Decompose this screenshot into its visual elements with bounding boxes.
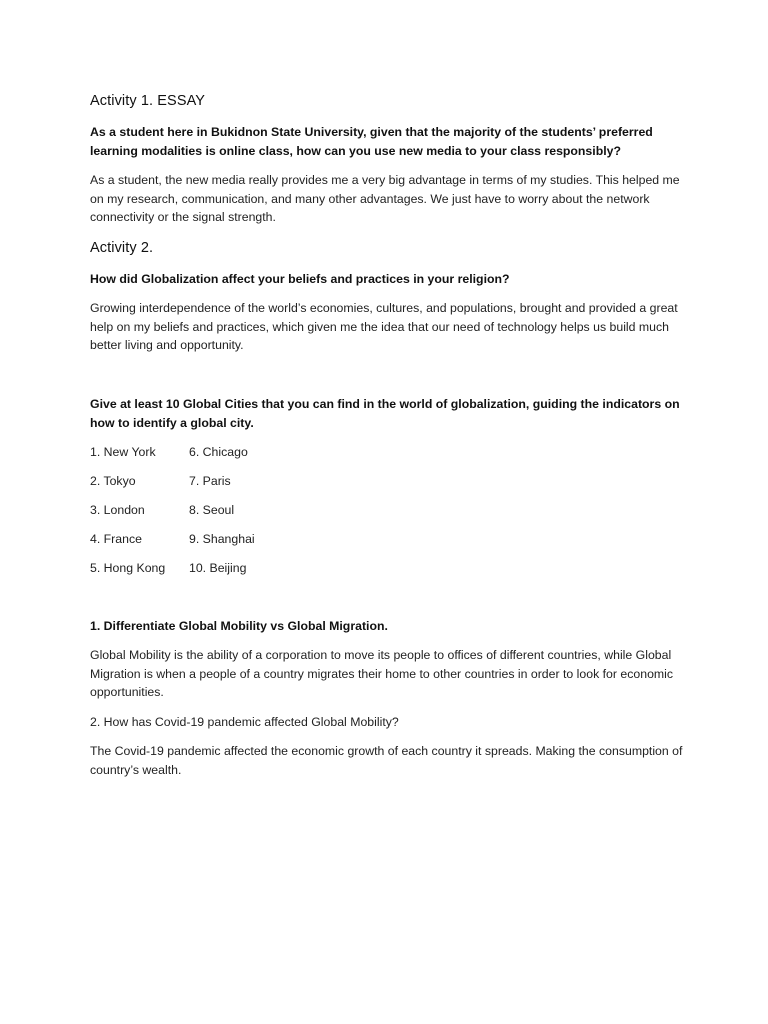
city-list-item: 5. Hong Kong bbox=[90, 561, 166, 575]
city-list-item: 7. Paris bbox=[189, 474, 231, 488]
city-list-item: 3. London bbox=[90, 503, 145, 517]
activity2-question: How did Globalization affect your beliefs and practices in your religion? bbox=[90, 272, 510, 286]
global-cities-question: Give at least 10 Global Cities that you can find in the world of globalization, guiding the indicators on how to identify a global city. bbox=[90, 397, 680, 430]
city-list-item: 8. Seoul bbox=[189, 503, 235, 517]
activity1-question: As a student here in Bukidnon State University, given that the majority of the students’ preferred learning modalities is online class, how can you use new media to your class responsibly? bbox=[90, 125, 653, 158]
mobility-answer-2: The Covid-19 pandemic affected the economic growth of each country it spreads. Making the consumption of country’s wealth. bbox=[90, 744, 683, 777]
activity2-heading: Activity 2. bbox=[90, 240, 154, 256]
city-list-item: 9. Shanghai bbox=[189, 532, 255, 546]
mobility-question-2: 2. How has Covid-19 pandemic affected Global Mobility? bbox=[90, 715, 399, 729]
activity1-heading: Activity 1. ESSAY bbox=[90, 93, 206, 109]
city-list-item: 6. Chicago bbox=[189, 445, 248, 459]
activity1-answer: As a student, the new media really provides me a very big advantage in terms of my studies. This helped me on my research, communication, and many other advantages. We just have to worry about the network connectivity or the signal strength. bbox=[90, 173, 680, 225]
city-list-item: 2. Tokyo bbox=[90, 474, 136, 488]
mobility-answer-1: Global Mobility is the ability of a corporation to move its people to offices of different countries, while Global Migration is when a people of a country migrates their home to other countries in order to look for economic opportunities. bbox=[90, 648, 674, 700]
activity2-answer: Growing interdependence of the world’s economies, cultures, and populations, brought and provided a great help on my beliefs and practices, which given me the idea that our need of technology helps us build much better living and opportunity. bbox=[90, 301, 678, 353]
city-list-item: 1. New York bbox=[90, 445, 156, 459]
city-list-item: 10. Beijing bbox=[189, 561, 247, 575]
city-list-item: 4. France bbox=[90, 532, 142, 546]
mobility-question-1: 1. Differentiate Global Mobility vs Global Migration. bbox=[90, 619, 388, 633]
